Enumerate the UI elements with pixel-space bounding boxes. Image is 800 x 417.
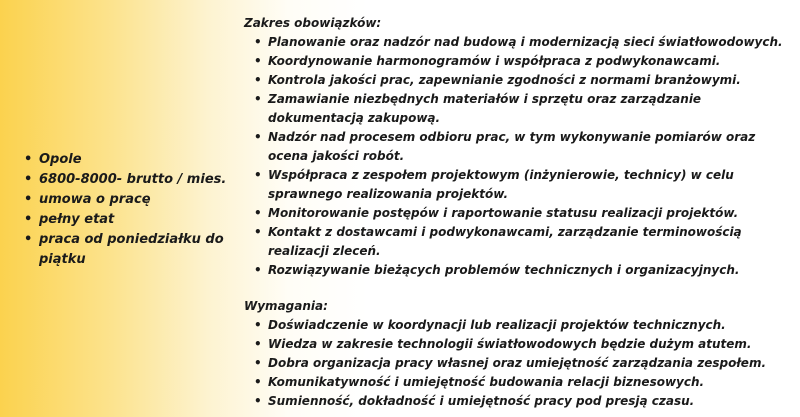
offer-list <box>22 150 227 270</box>
offer-item-schedule: • praca od poniedziałku do piątku <box>24 232 224 267</box>
responsibilities-heading: Zakres obowiązków: <box>244 16 382 30</box>
bullet-icon: • <box>254 54 262 68</box>
bullet-icon: • <box>254 394 262 408</box>
list-item: • Wiedza w zakresie technologii światłowodowych będzie dużym atutem. <box>244 335 792 354</box>
list-item: • Współpraca z zespołem projektowym (inżynierowie, technicy) w celu sprawnego realizowania projektów. <box>254 168 734 201</box>
bullet-icon: • <box>24 192 33 207</box>
requirements-heading: Wymagania: <box>244 299 328 313</box>
list-item: • Kontrola jakości prac, zapewnianie zgodności z normami branżowymi. <box>244 71 792 90</box>
list-item: • Monitorowanie postępów i raportowanie statusu realizacji projektów. <box>244 204 792 223</box>
bullet-icon: • <box>254 168 262 182</box>
offer-item-contract: • umowa o pracę <box>22 190 227 210</box>
bullet-icon: • <box>254 92 262 106</box>
bullet-icon: • <box>254 35 262 49</box>
bullet-icon: • <box>254 318 262 332</box>
bullet-icon: • <box>254 375 262 389</box>
list-item: • Nadzór nad procesem odbioru prac, w tym wykonywanie pomiarów oraz ocena jakości robót. <box>254 130 756 163</box>
section-spacer <box>244 280 792 297</box>
bullet-icon: • <box>254 206 262 220</box>
bullet-icon: • <box>24 152 33 167</box>
offer-item-salary: • 6800-8000- brutto / mies. <box>22 170 227 190</box>
job-details <box>244 14 792 411</box>
bullet-icon: • <box>254 356 262 370</box>
bullet-icon: • <box>254 263 262 277</box>
list-item: • Doświadczenie w koordynacji lub realizacji projektów technicznych. <box>244 316 792 335</box>
bullet-icon: • <box>254 73 262 87</box>
bullet-icon: • <box>254 225 262 239</box>
list-item: • Sumienność, dokładność i umiejętność pracy pod presją czasu. <box>244 392 792 411</box>
bullet-icon: • <box>254 337 262 351</box>
list-item: • Planowanie oraz nadzór nad budową i modernizacją sieci światłowodowych. <box>244 33 792 52</box>
list-item: • Dobra organizacja pracy własnej oraz umiejętność zarządzania zespołem. <box>244 354 792 373</box>
list-item: • Kontakt z dostawcami i podwykonawcami, zarządzanie terminowością realizacji zleceń. <box>254 225 742 258</box>
offer-item-fulltime: • pełny etat <box>22 210 227 230</box>
bullet-icon: • <box>24 212 33 227</box>
list-item: • Koordynowanie harmonogramów i współpraca z podwykonawcami. <box>244 52 792 71</box>
bullet-icon: • <box>24 232 33 247</box>
bullet-icon: • <box>24 172 33 187</box>
list-item: • Zamawianie niezbędnych materiałów i sprzętu oraz zarządzanie dokumentacją zakupową. <box>254 92 702 125</box>
bullet-icon: • <box>254 130 262 144</box>
list-item: • Komunikatywność i umiejętność budowania relacji biznesowych. <box>244 373 792 392</box>
list-item: • Rozwiązywanie bieżących problemów technicznych i organizacyjnych. <box>244 261 792 280</box>
responsibilities-list <box>244 33 792 280</box>
offer-summary <box>22 150 227 270</box>
offer-item-location: • Opole <box>22 150 227 170</box>
requirements-list <box>244 316 792 411</box>
